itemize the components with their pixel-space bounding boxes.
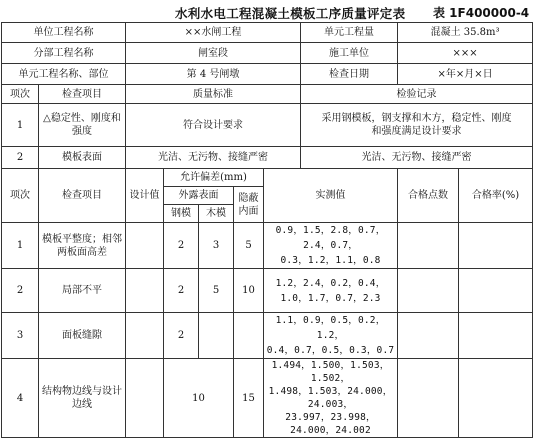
header-steel: 钢模 — [164, 205, 199, 223]
measured-line: 0.3，1.2，1.1，0.8 — [280, 255, 381, 266]
info-row — [2, 64, 533, 85]
form-header — [0, 2, 533, 24]
pass-rate — [459, 269, 533, 313]
design-value — [126, 269, 164, 313]
design-value — [126, 223, 164, 269]
quality-standard: 符合设计要求 — [126, 104, 301, 147]
check-item: 局部不平 — [39, 269, 126, 313]
header-item-no: 项次 — [2, 169, 39, 223]
inspection-record: 采用钢模板，钢支撑和木方，稳定性、刚度和强度满足设计要求 — [301, 104, 533, 147]
header-item-no: 项次 — [2, 85, 39, 104]
form-title: 水利水电工程混凝土模板工序质量评定表 — [175, 6, 406, 21]
wood-tolerance: 3 — [199, 223, 234, 269]
unit-name-label: 单元工程名称、部位 — [2, 64, 126, 85]
measured-values — [264, 269, 398, 313]
steel-tolerance: 2 — [164, 313, 199, 359]
measured-line: 23.997，23.998，24.000，24.002 — [285, 412, 376, 436]
tolerance-header-row — [2, 169, 533, 187]
check-item: 模板平整度；相邻两板面高差 — [39, 223, 126, 269]
measured-line: 0.9，1.5，2.8，0.7，2.4，0.7， — [275, 225, 386, 251]
unit-project-value: ××水闸工程 — [126, 23, 301, 43]
hidden-tolerance: 15 — [234, 359, 264, 438]
measured-values — [264, 359, 398, 438]
item-no: 2 — [2, 147, 39, 169]
qualified-points — [398, 313, 459, 359]
item-no: 1 — [2, 104, 39, 147]
form-code: 表 1F400000-4 — [433, 6, 530, 20]
steel-tolerance: 2 — [164, 269, 199, 313]
contractor-value: ××× — [398, 43, 533, 64]
item-no: 4 — [2, 359, 39, 438]
quality-evaluation-table — [1, 22, 533, 438]
pass-rate — [459, 359, 533, 438]
main-item-row — [2, 147, 533, 169]
measured-line: 1.1，0.9，0.5，0.2，1.2， — [275, 315, 386, 341]
header-measured: 实测值 — [264, 169, 398, 223]
header-standard: 质量标准 — [126, 85, 301, 104]
header-check-item: 检查项目 — [39, 169, 126, 223]
tolerance-row — [2, 313, 533, 359]
measured-line: 0.4，0.7，0.5，0.3，0.7 — [266, 345, 395, 356]
pass-rate — [459, 223, 533, 269]
qualified-points — [398, 269, 459, 313]
item-no: 3 — [2, 313, 39, 359]
tolerance-row — [2, 223, 533, 269]
tolerance-row — [2, 359, 533, 438]
check-item: 结构物边线与设计边线 — [39, 359, 126, 438]
header-check-item: 检查项目 — [39, 85, 126, 104]
header-qualified-points: 合格点数 — [398, 169, 459, 223]
measured-line: 1.2，2.4，0.2，0.4， — [275, 277, 386, 289]
measured-values — [264, 313, 398, 359]
design-value — [126, 313, 164, 359]
info-row — [2, 43, 533, 64]
pass-rate — [459, 313, 533, 359]
main-item-row — [2, 104, 533, 147]
item-no: 2 — [2, 269, 39, 313]
sub-project-label: 分部工程名称 — [2, 43, 126, 64]
header-pass-rate: 合格率(%) — [459, 169, 533, 223]
design-value — [126, 359, 164, 438]
header-wood: 木模 — [199, 205, 234, 223]
inspection-record: 光洁、无污物、接缝严密 — [301, 147, 533, 169]
check-date-value: ×年×月×日 — [398, 64, 533, 85]
header-hidden: 隐蔽内面 — [234, 187, 264, 223]
hidden-tolerance: 10 — [234, 269, 264, 313]
unit-project-label: 单位工程名称 — [2, 23, 126, 43]
unit-quantity-value: 混凝土 35.8m³ — [398, 23, 533, 43]
measured-line: 1.498，1.503，24.000，24.003， — [268, 386, 393, 410]
check-item: 面板缝隙 — [39, 313, 126, 359]
quality-standard: 光洁、无污物、接缝严密 — [126, 147, 301, 169]
item-no: 1 — [2, 223, 39, 269]
measured-line: 1.494，1.500，1.503，1.502， — [271, 360, 390, 384]
info-row — [2, 23, 533, 43]
qualified-points — [398, 359, 459, 438]
measured-values — [264, 223, 398, 269]
header-record: 检验记录 — [301, 85, 533, 104]
qualified-points — [398, 223, 459, 269]
header-allowable: 允许偏差(mm) — [164, 169, 264, 187]
hidden-tolerance — [234, 313, 264, 359]
sub-project-value: 闸室段 — [126, 43, 301, 64]
exposed-tolerance: 10 — [164, 359, 234, 438]
unit-quantity-label: 单元工程量 — [301, 23, 398, 43]
hidden-tolerance: 5 — [234, 223, 264, 269]
unit-name-value: 第 4 号闸墩 — [126, 64, 301, 85]
wood-tolerance — [199, 313, 234, 359]
check-item: 模板表面 — [39, 147, 126, 169]
wood-tolerance: 5 — [199, 269, 234, 313]
check-date-label: 检查日期 — [301, 64, 398, 85]
main-items-header — [2, 85, 533, 104]
tolerance-row — [2, 269, 533, 313]
steel-tolerance: 2 — [164, 223, 199, 269]
check-item: △稳定性、刚度和强度 — [39, 104, 126, 147]
measured-line: 1.0，1.7，0.7，2.3 — [280, 292, 381, 304]
header-design-value: 设计值 — [126, 169, 164, 223]
contractor-label: 施工单位 — [301, 43, 398, 64]
header-exposed: 外露表面 — [164, 187, 234, 205]
